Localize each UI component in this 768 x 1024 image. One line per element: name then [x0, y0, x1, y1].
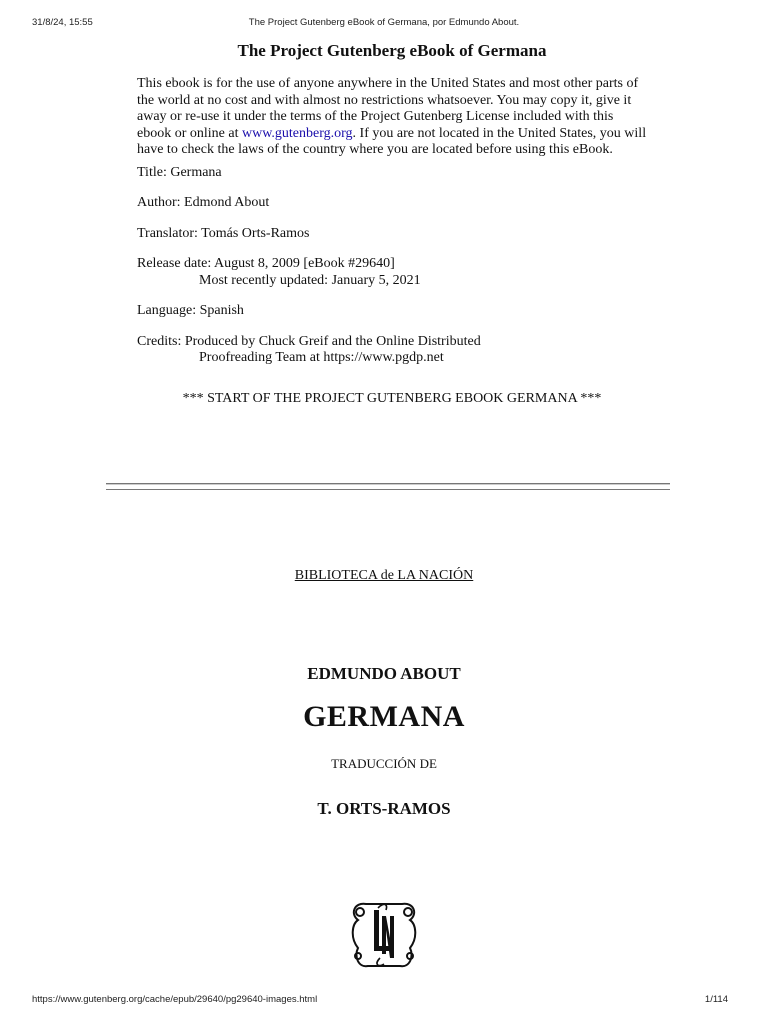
ebook-title: The Project Gutenberg eBook of Germana [237, 41, 547, 60]
horizontal-divider [106, 483, 670, 490]
credits-line-2: Proofreading Team at https://www.pgdp.net [199, 350, 444, 365]
credits-field [137, 334, 647, 367]
ebook-front-matter [137, 40, 647, 407]
print-datetime: 31/8/24, 15:55 [32, 17, 93, 28]
publisher-monogram-logo [344, 894, 424, 974]
start-marker: *** START OF THE PROJECT GUTENBERG EBOOK GERMANA *** [182, 390, 602, 406]
book-title: GERMANA [303, 700, 465, 733]
updated-date: Most recently updated: January 5, 2021 [199, 272, 421, 288]
language-field: Language: Spanish [137, 303, 244, 318]
title-field: Title: Germana [137, 164, 222, 180]
print-page-title: The Project Gutenberg eBook of Germana, por Edmundo About. [248, 17, 520, 28]
book-translator: T. ORTS-RAMOS [317, 799, 451, 818]
print-url: https://www.gutenberg.org/cache/epub/29640/pg29640-images.html [32, 994, 318, 1005]
credits-line-1: Credits: Produced by Chuck Greif and the Online Distributed [137, 333, 481, 349]
series-name: BIBLIOTECA de LA NACIÓN [294, 568, 474, 583]
gutenberg-link[interactable]: www.gutenberg.org [241, 125, 353, 141]
license-intro [137, 76, 647, 159]
intro-text-1: This ebook is for the use of anyone anywhere in the United States and most other parts of the world at no cost and with almost no restrictions whatsoever. You may copy it, give it away or re-use it under the terms of the Project Gutenberg License included with this ebook or online at [137, 76, 639, 141]
translation-label: TRADUCCIÓN DE [331, 756, 437, 771]
intro-text-2: . If you are not located in the United States, you will have to check the laws of the country where you are located before using this eBook. [137, 125, 647, 157]
translator-field: Translator: Tomás Orts-Ramos [137, 225, 310, 241]
page-number: 1/114 [704, 994, 728, 1005]
release-field [137, 256, 647, 289]
release-date: Release date: August 8, 2009 [eBook #29640] [137, 256, 395, 271]
book-author: EDMUNDO ABOUT [307, 664, 461, 683]
author-field: Author: Edmond About [137, 195, 270, 210]
